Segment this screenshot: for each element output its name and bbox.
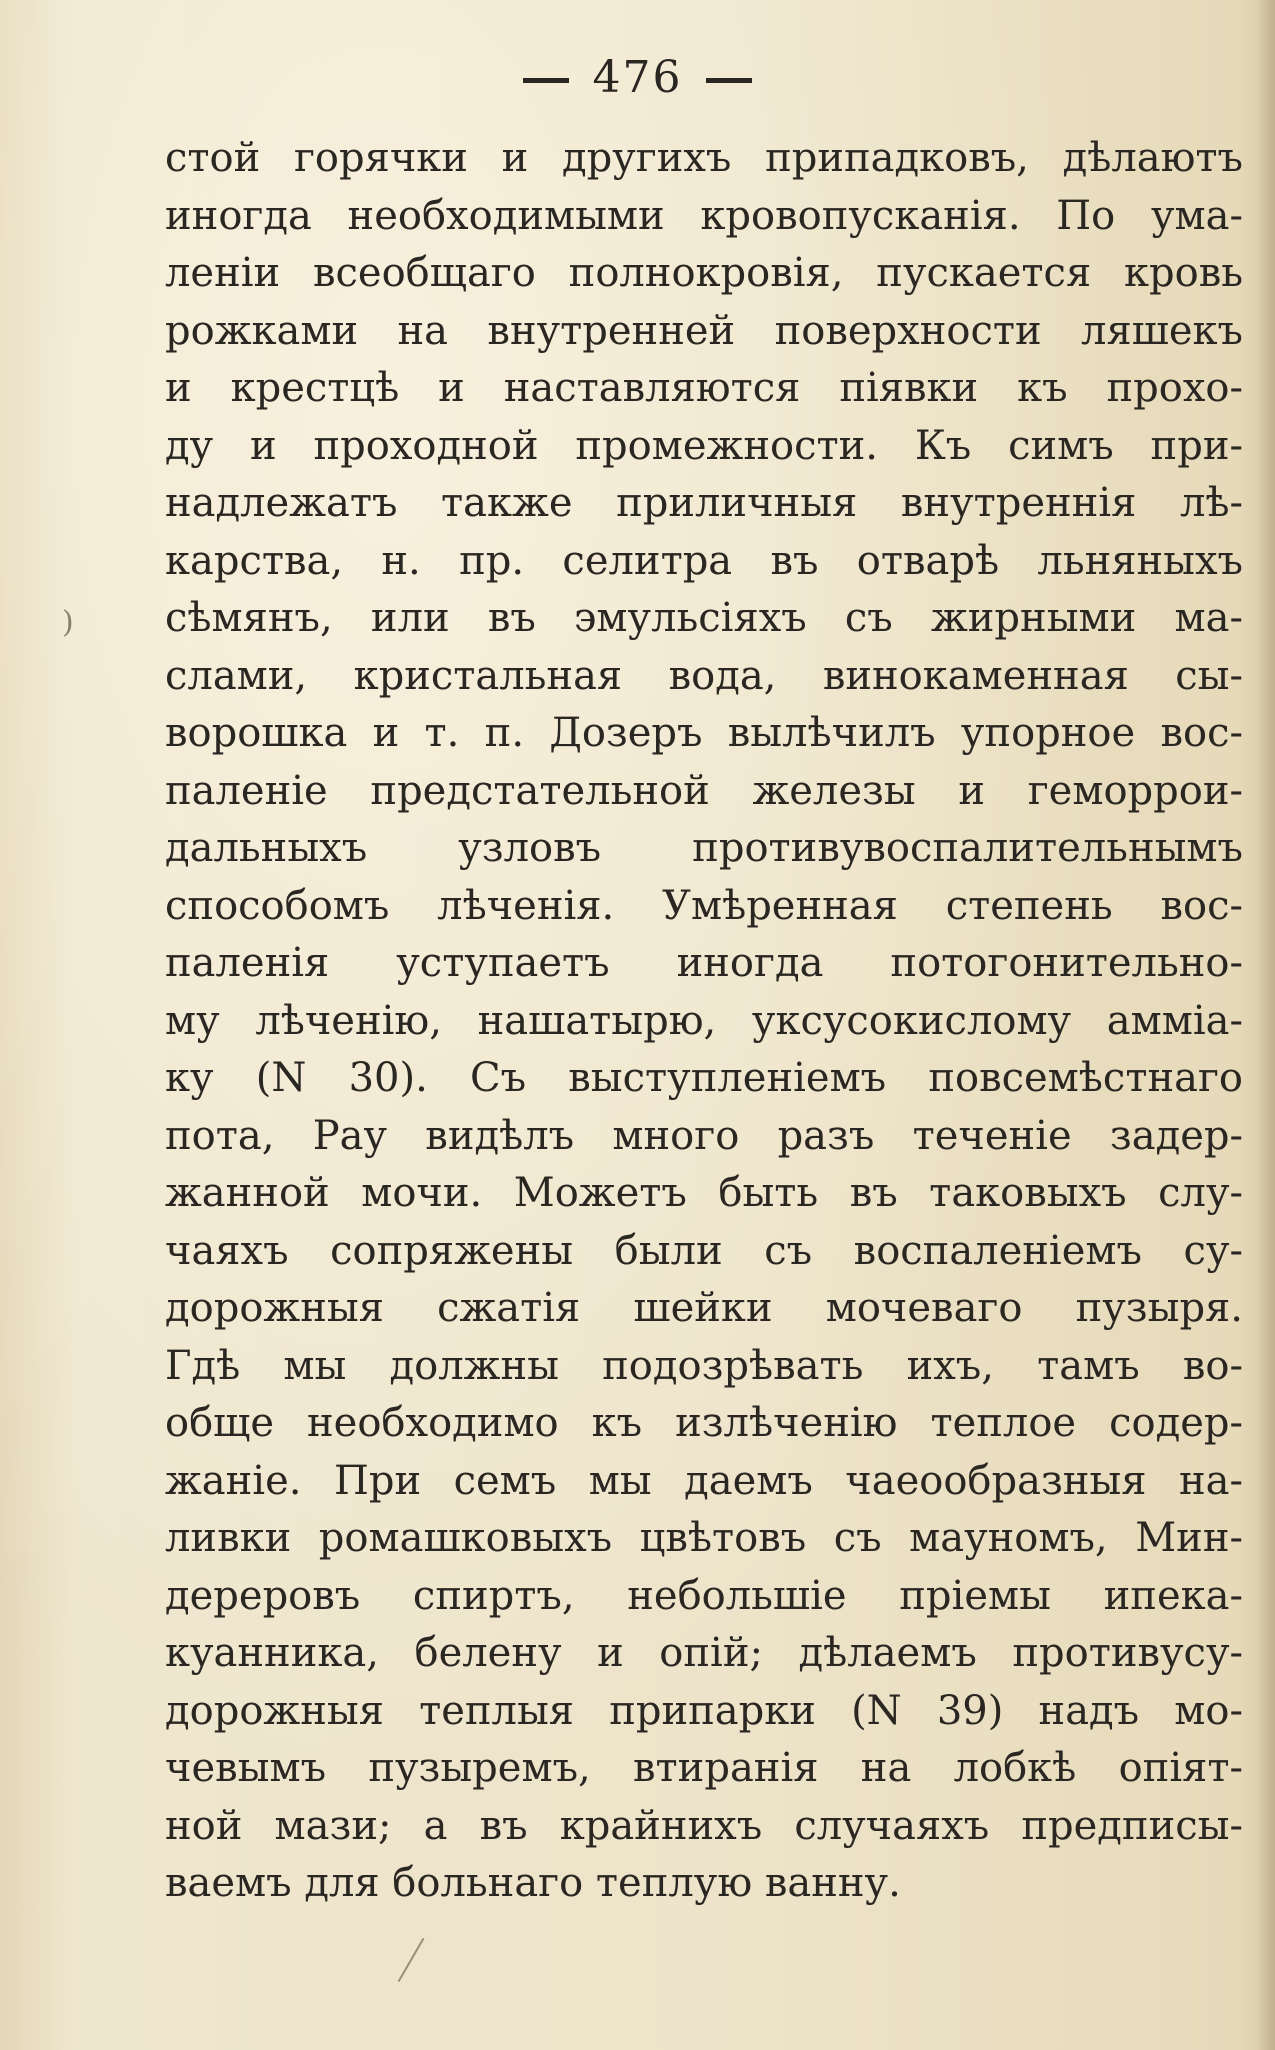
text-line: дорожныя теплыя припарки (N 39) надъ мо- <box>165 1687 1243 1734</box>
text-line: дорожныя сжатія шейки мочеваго пузыря. <box>165 1285 1243 1331</box>
text-line: му лѣченію, нашатырю, уксусокислому амміа- <box>165 997 1243 1044</box>
text-line: обще необходимо къ излѣченію теплое содер- <box>165 1400 1243 1446</box>
text-line: способомъ лѣченія. Умѣренная степень вос- <box>165 882 1243 929</box>
text-line: пота, Рау видѣлъ много разъ теченіе задер- <box>165 1112 1243 1159</box>
text-line: и крестцѣ и наставляются піявки къ прохо- <box>165 365 1243 411</box>
text-line: леніи всеобщаго полнокровія, пускается кровь <box>165 250 1243 296</box>
text-line: карства, н. пр. селитра въ отварѣ льняныхъ <box>165 537 1243 584</box>
text-line: ку (N 30). Съ выступленіемъ повсемѣстнаго <box>165 1055 1243 1101</box>
text-line-last: ваемъ для больнаго теплую ванну. <box>165 1860 901 1906</box>
text-line: слами, кристальная вода, винокаменная сы- <box>165 652 1243 699</box>
text-line: чаяхъ сопряжены были съ воспаленіемъ су- <box>165 1227 1243 1274</box>
header-dash-right <box>706 78 752 83</box>
page-edge-shadow <box>1257 0 1275 2050</box>
text-line: ной мази; а въ крайнихъ случаяхъ предписы- <box>165 1802 1243 1849</box>
text-line: дальныхъ узловъ противувоспалительнымъ <box>165 825 1243 871</box>
page-header <box>0 48 1275 108</box>
text-line: чевымъ пузыремъ, втиранія на лобкѣ опіят- <box>165 1745 1243 1791</box>
text-line: ворошка и т. п. Дозеръ вылѣчилъ упорное вос- <box>165 710 1243 756</box>
text-line: ливки ромашковыхъ цвѣтовъ съ мауномъ, Мин- <box>165 1515 1243 1561</box>
text-line: стой горячки и другихъ припадковъ, дѣлаютъ <box>165 135 1243 181</box>
text-line: иногда необходимыми кровопусканія. По ума- <box>165 192 1243 239</box>
body-text <box>165 130 1243 1913</box>
page-number: 476 <box>592 52 683 103</box>
text-line: жанной мочи. Можетъ быть въ таковыхъ слу- <box>165 1170 1243 1216</box>
text-line: ду и проходной промежности. Къ симъ при- <box>165 422 1243 469</box>
text-line: сѣмянъ, или въ эмульсіяхъ съ жирными ма- <box>165 595 1243 641</box>
stray-pen-mark <box>398 1938 425 1982</box>
text-line: жаніе. При семъ мы даемъ чаеообразныя на- <box>165 1457 1243 1504</box>
margin-mark: ) <box>62 605 74 640</box>
text-line: Гдѣ мы должны подозрѣвать ихъ, тамъ во- <box>165 1342 1243 1389</box>
text-line: надлежатъ также приличныя внутреннія лѣ- <box>165 480 1243 526</box>
header-dash-left <box>523 78 569 83</box>
text-line: паленіе предстательной железы и геморрои- <box>165 767 1243 814</box>
text-line: паленія уступаетъ иногда потогонительно- <box>165 940 1243 986</box>
text-line: рожками на внутренней поверхности ляшекъ <box>165 307 1243 354</box>
text-line: куанника, белену и опій; дѣлаемъ противусу- <box>165 1630 1243 1676</box>
text-line: дереровъ спиртъ, небольшіе пріемы ипека- <box>165 1572 1243 1619</box>
